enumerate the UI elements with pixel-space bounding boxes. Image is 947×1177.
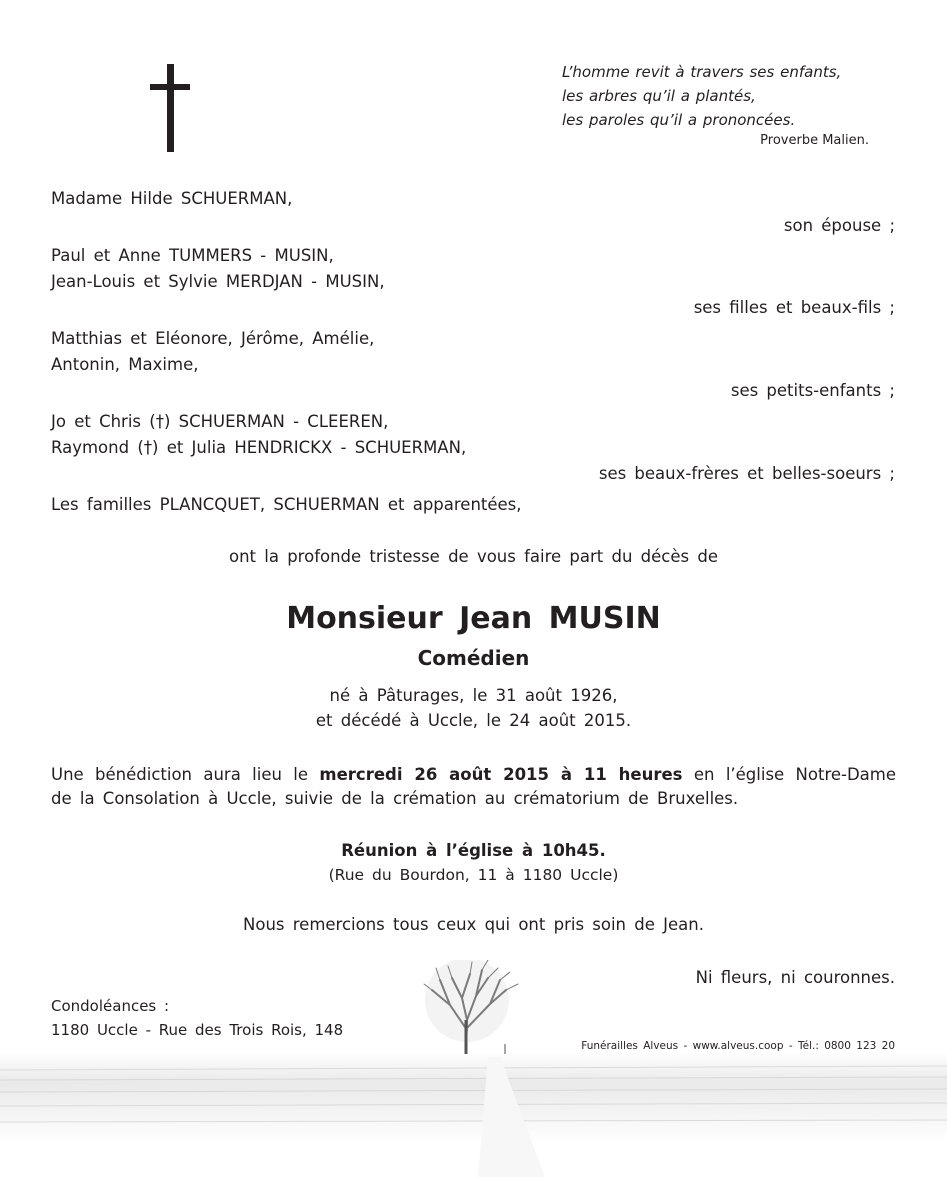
ceremony-place: en l’église Notre-Dame <box>693 765 897 784</box>
death-line: et décédé à Uccle, le 24 août 2015. <box>315 711 632 730</box>
ceremony-line-1 <box>51 762 896 787</box>
grandchild-line: Matthias et Eléonore, Jérôme, Amélie, <box>51 329 375 348</box>
condolences-address: 1180 Uccle - Rue des Trois Rois, 148 <box>51 1021 344 1039</box>
meeting-title: Réunion à l’église à 10h45. <box>341 841 606 860</box>
deceased-profession: Comédien <box>417 646 530 670</box>
thanks-line: Nous remercions tous ceux qui ont pris soin de Jean. <box>243 915 704 934</box>
quote-line: les arbres qu’il a plantés, <box>562 87 756 105</box>
quote <box>562 60 841 132</box>
cross-icon <box>130 60 210 156</box>
grandchild-line: Antonin, Maxime, <box>51 355 199 374</box>
ceremony-date: mercredi 26 août 2015 à 11 heures <box>319 765 683 784</box>
in-law-line: Raymond (†) et Julia HENDRICKX - SCHUERMAN, <box>51 438 467 457</box>
quote-line: L’homme revit à travers ses enfants, <box>562 63 842 81</box>
spouse-name: Madame Hilde SCHUERMAN, <box>51 189 293 208</box>
child-line: Paul et Anne TUMMERS - MUSIN, <box>51 246 334 265</box>
quote-attribution: Proverbe Malien. <box>760 133 869 148</box>
condolences-label: Condoléances : <box>51 997 170 1015</box>
birth-line: né à Pâturages, le 31 août 1926, <box>329 686 618 705</box>
meeting-address: (Rue du Bourdon, 11 à 1180 Uccle) <box>328 866 619 884</box>
families-line: Les familles PLANCQUET, SCHUERMAN et apparentées, <box>51 495 522 514</box>
in-law-line: Jo et Chris (†) SCHUERMAN - CLEEREN, <box>51 412 389 431</box>
quote-line: les paroles qu’il a prononcées. <box>562 111 796 129</box>
spouse-role: son épouse ; <box>783 216 895 235</box>
child-line: Jean-Louis et Sylvie MERDJAN - MUSIN, <box>51 272 385 291</box>
grandchildren-role: ses petits-enfants ; <box>730 381 895 400</box>
no-flowers: Ni fleurs, ni couronnes. <box>695 968 895 987</box>
children-role: ses filles et beaux-fils ; <box>693 298 895 317</box>
ceremony-line-2: de la Consolation à Uccle, suivie de la crémation au crématorium de Bruxelles. <box>51 789 739 808</box>
in-laws-role: ses beaux-frères et belles-soeurs ; <box>598 464 895 483</box>
announcement: ont la profonde tristesse de vous faire part du décès de <box>229 547 718 566</box>
deceased-name: Monsieur Jean MUSIN <box>286 601 661 636</box>
ceremony-text: Une bénédiction aura lieu le <box>51 765 309 784</box>
funeral-home-footer: Funérailles Alveus - www.alveus.coop - Tél.: 0800 123 20 <box>581 1040 895 1052</box>
tree-field-image <box>0 960 947 1177</box>
